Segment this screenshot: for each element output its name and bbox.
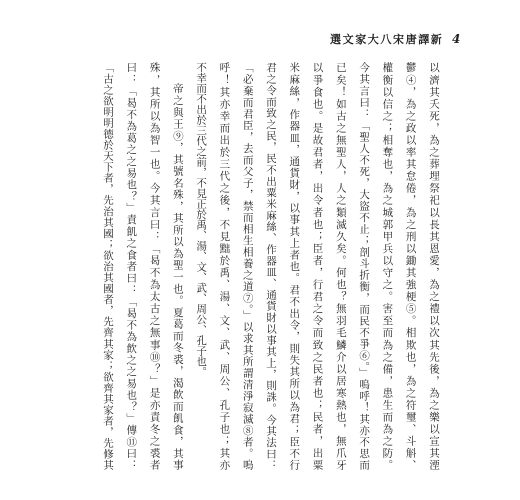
text-column: 殊，其所以為智一也。今其言曰：「曷不為太古之無事⑩？」是亦責冬之裘者 <box>148 62 161 470</box>
text-column: 以爭食也。是故君者，出令者也；臣者，行君之令而致之民者也；民者，出粟 <box>311 62 324 470</box>
running-title: 選文家大八宋唐譯新 <box>330 33 444 46</box>
text-column: 曰：「曷不為葛之之易也？」責飢之食者曰：「曷不為飲之之易也？」傳⑪曰： <box>125 62 138 470</box>
text-column: 「古之欲明明德於天下者，先治其國；欲治其國者，先齊其家；欲齊其家者，先修其 <box>102 62 114 470</box>
text-column: 君之令而致之民，民不出粟米麻絲、作器皿、通貨財以事其上，則誅。今其法曰： <box>264 62 277 470</box>
text-column: 以濟其夭死，為之葬埋祭祀以長其恩愛，為之禮以次其先後，為之樂以宣其湮 <box>427 62 440 470</box>
text-column: 「必棄而君臣，去而父子，禁而相生相養之道⑦。」以求其所謂清淨寂滅⑧者。嗚 <box>241 62 254 470</box>
vertical-text-body <box>101 62 441 470</box>
text-column: 不幸而不出於三代之前，不見正於禹、湯、文、武、周公、孔子也。 <box>195 62 208 377</box>
text-column: 帝之與王⑨，其號名殊，其所以為聖一也。夏葛而冬裘，渴飲而飢食，其事 <box>171 83 184 470</box>
text-column: 呼！其亦幸而出於三代之後，不見黜於禹、湯、文、武、周公、孔子也；其亦 <box>218 62 231 470</box>
text-column: 權衡以信之；相奪也，為之城郭甲兵以守之。害至而為之備，患生而為之防。 <box>381 62 394 470</box>
text-column: 今其言曰：「聖人不死，大盜不止；剖斗折衡，而民不爭⑥。」嗚呼！其亦不思而 <box>358 62 371 470</box>
text-column: 米麻絲，作器皿，通貨財，以事其上者也。君不出令，則失其所以為君；臣不行 <box>288 62 301 470</box>
text-column: 鬱④，為之政以率其怠倦，為之刑以鋤其強梗⑤。相欺也，為之符璽、斗斛、 <box>404 62 417 470</box>
text-column: 已矣！如古之無聖人，人之類滅久矣。何也？無羽毛鱗介以居寒熱也，無爪牙 <box>334 62 347 470</box>
page-number: 4 <box>452 32 461 46</box>
